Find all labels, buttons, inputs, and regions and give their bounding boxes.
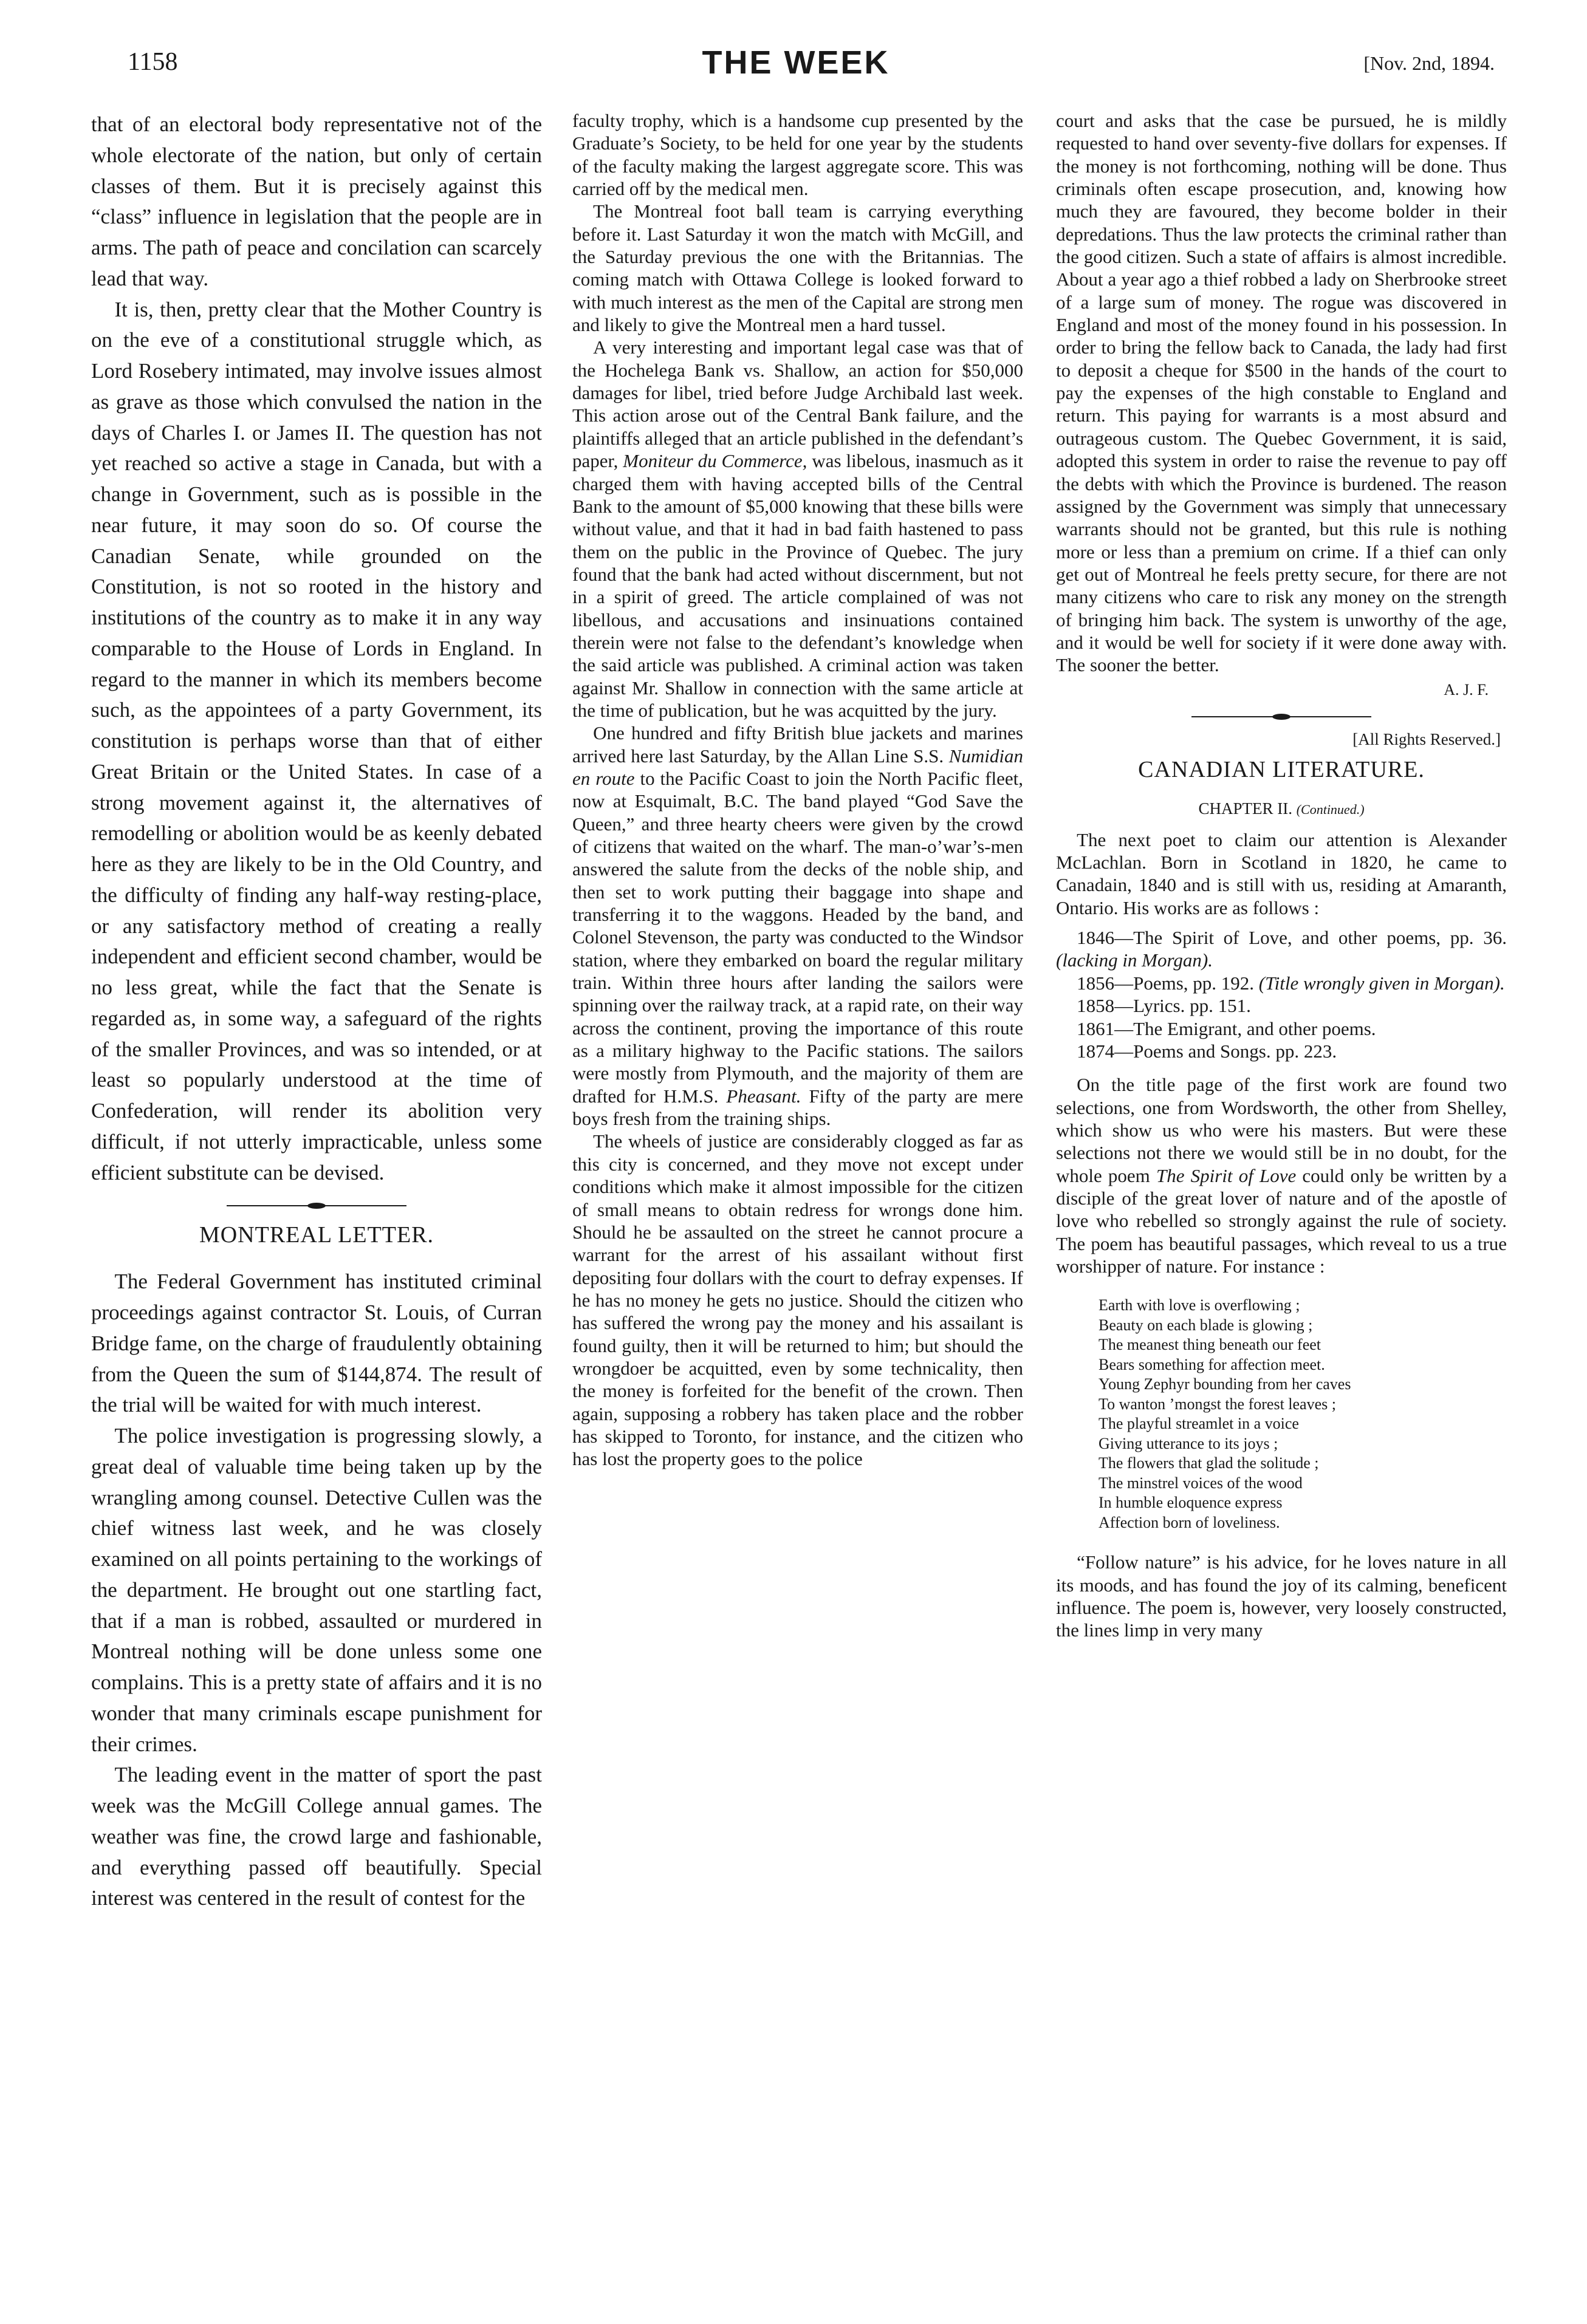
- work-entry: 1856—Poems, pp. 192.: [1077, 972, 1255, 994]
- poem-line: Young Zephyr bounding from her caves: [1099, 1375, 1351, 1393]
- paragraph: The next poet to claim our attention is Alexander McLachlan. Born in Scotland in 1820, he came to Canadain, 1840 and is still with us, residing at Amaranth, Ontario. His works are as follows :: [1056, 829, 1507, 918]
- section-heading-montreal-letter: MONTREAL LETTER.: [199, 1222, 434, 1248]
- paragraph: The Montreal foot ball team is carrying everything before it. Last Saturday it won the match with McGill, and the Saturday previous the one with the Britannias. The coming match with Ottawa College is looked forward to with much interest as the men of the Capital are strong men and likely to give the Montreal men a hard tussel.: [572, 200, 1023, 336]
- section-heading-canadian-literature: CANADIAN LITERATURE.: [1138, 757, 1425, 783]
- work-note: (Title wrongly given in Morgan).: [1258, 972, 1505, 994]
- paragraph: The police investigation is progressing slowly, a great deal of valuable time being taken up by the wrangling among counsel. Detective Cullen was the chief witness last week, and he was closely examined on all points pertaining to the workings of the department. He brought out one startling fact, that if a man is robbed, assaulted or murdered in Montreal nothing will be done unless some one complains. This is a pretty state of affairs and it is no wonder that many criminals escape punishment for their crimes.: [91, 1424, 542, 1756]
- poem-line: Giving utterance to its joys ;: [1099, 1434, 1278, 1452]
- text-run: On the title page of the first work are found two selections, one from Wordsworth, the other from Shelley, which show us who were his masters. But were these selections not there we would still be in no doubt, for the whole poem: [1056, 1074, 1507, 1186]
- paragraph: It is, then, pretty clear that the Mother Country is on the eve of a constitutional struggle which, as Lord Rosebery intimated, may involve issues almost as grave as those which convulsed the nation in the days of Charles I. or James II. The question has not yet reached so active a stage in Canada, but with a change in Government, such as is possible in the near future, it may soon do so. Of course the Canadian Senate, while grounded on the Constitution, is not so rooted in the history and institutions of the country as to make it in any way comparable to the House of Lords in England. In regard to the manner in which its members become such, as the appointees of a party Government, its constitution is perhaps worse than that of either Great Britain or the United States. In case of a strong movement against it, the alternatives of remodelling or abolition would be as keenly debated here as they are likely to be in the Old Country, and the difficulty of finding any half-way resting-place, or any satisfactory method of creating a really independent and efficient second chamber, would be no less great, while the fact that the Senate is regarded as, in some way, a safeguard of the rights of the smaller Provinces, and was so intended, or at least so popularly understood at the time of Confederation, will render its abolition very difficult, if not utterly impracticable, unless some efficient substitute can be devised.: [91, 297, 542, 1184]
- text-run: was libelous, inasmuch as it charged them with having accepted bills of the Central Bank to the amount of $5,000 knowing that these bills were without value, and that it had in bad faith hastened to pass them on the public in the Province of Quebec. The jury found that the bank had acted without discernment, but not in a spirit of greed. The article complained of was not libellous, and accusations and insinuations contained therein were not false to the defendant’s knowledge when the said article was published. A criminal action was taken against Mr. Shallow in connection with the same article at the time of publication, but he was acquitted by the jury.: [572, 450, 1024, 721]
- work-note: (lacking in Morgan).: [1056, 949, 1213, 971]
- poem-line: Affection born of loveliness.: [1099, 1513, 1280, 1531]
- text-run: could only be written by a disciple of the great lover of nature and of the apostle of love who rebelled so strongly against the rule of society. The poem has beautiful passages, which reveal to us a true worshipper of nature. For instance :: [1056, 1164, 1507, 1277]
- ship-name: Numidian en route: [572, 745, 1023, 789]
- poem-title: The Spirit of Love: [1156, 1164, 1297, 1186]
- poem-line: The minstrel voices of the wood: [1099, 1474, 1303, 1492]
- poem-line: Beauty on each blade is glowing ;: [1099, 1316, 1313, 1334]
- column-3: [1056, 109, 1507, 1642]
- journal-title: THE WEEK: [702, 44, 890, 81]
- poem-line: To wanton ’mongst the forest leaves ;: [1099, 1395, 1336, 1413]
- list-item: 1861—The Emigrant, and other poems.: [1077, 1017, 1376, 1039]
- newspaper-title: Moniteur du Commerce,: [623, 450, 807, 472]
- author-signature: A. J. F.: [1444, 680, 1489, 699]
- list-item: 1858—Lyrics. pp. 151.: [1077, 995, 1251, 1017]
- list-item: 1874—Poems and Songs. pp. 223.: [1077, 1040, 1337, 1062]
- ship-name: Pheasant.: [726, 1085, 801, 1107]
- column-1: [91, 109, 542, 1914]
- page-header: [97, 44, 1495, 84]
- column-2: [572, 109, 1023, 1471]
- paragraph: The leading event in the matter of sport the past week was the McGill College annual games. The weather was fine, the crowd large and fashionable, and everything passed off beautifully. Special interest was centered in the result of contest for the: [91, 1763, 542, 1910]
- rights-notice: [All Rights Reserved.]: [1352, 730, 1501, 748]
- section-divider: [227, 1205, 407, 1206]
- paragraph: [572, 336, 1023, 722]
- chapter-heading: [1056, 799, 1507, 819]
- list-item: [1056, 926, 1507, 972]
- page-number: 1158: [128, 48, 178, 76]
- paragraph: faculty trophy, which is a handsome cup presented by the Graduate’s Society, to be held for one year by the students of the faculty making the largest aggregate score. This was carried off by the medical men.: [572, 110, 1023, 200]
- chapter-label: CHAPTER II.: [1198, 799, 1292, 818]
- paragraph: [1056, 1073, 1507, 1277]
- paragraph: The Federal Government has instituted criminal proceedings against contractor St. Louis, of Curran Bridge fame, on the charge of fraudulently obtaining from the Queen the sum of $144,874. The result of the trial will be waited for with much interest.: [91, 1270, 542, 1417]
- poem-line: Bears something for affection meet.: [1099, 1355, 1325, 1373]
- paragraph: The wheels of justice are considerably clogged as far as this city is concerned, and they move not except under conditions which make it almost impossible for the citizen of small means to obtain redress for wrongs done him. Should he be assaulted on the street he cannot procure a warrant for the arrest of his assailant without first depositing four dollars with the court to defray expenses. If he has no money he gets no justice. Should the citizen who has suffered the wrong pay the money and his assailant is found guilty, then it will be returned to him; but should the wrongdoer be acquitted, even by some technicality, then the money is forfeited for the benefit of the crown. Then again, supposing a robbery has taken place and the robber has skipped to Toronto, for instance, and the citizen who has lost the property goes to the police: [572, 1130, 1023, 1470]
- issue-date: [Nov. 2nd, 1894.: [1363, 52, 1495, 74]
- paragraph: that of an electoral body representative not of the whole electorate of the nation, but only of certain classes of them. But it is precisely against this “class” influence in legislation that the people are in arms. The path of peace and concilation can scarcely lead that way.: [91, 112, 542, 290]
- works-list: [1056, 926, 1507, 1062]
- poem-line: Earth with love is overflowing ;: [1099, 1296, 1300, 1314]
- poem-line: In humble eloquence express: [1099, 1494, 1283, 1512]
- chapter-continued: (Continued.): [1296, 802, 1365, 818]
- poem-line: The playful streamlet in a voice: [1099, 1415, 1299, 1433]
- poem-line: The flowers that glad the solitude ;: [1099, 1454, 1319, 1472]
- poem-line: The meanest thing beneath our feet: [1099, 1336, 1321, 1354]
- section-divider: [1191, 716, 1372, 717]
- text-run: One hundred and fifty British blue jackets and marines arrived here last Saturday, by the Allan Line S.S.: [572, 722, 1023, 767]
- poem-quotation: [1099, 1296, 1507, 1533]
- paragraph: court and asks that the case be pursued, he is mildly requested to hand over seventy-five dollars for expenses. If the money is not forthcoming, nothing will be done. Thus criminals often escape prosecution, and, knowing how much they are favoured, they become bolder in their depredations. Thus the law protects the criminal rather than the good citizen. Such a state of affairs is almost incredible. About a year ago a thief robbed a lady on Sherbrooke street of a large sum of money. The rogue was discovered in England and most of the money found in his possession. In order to bring the fellow back to Canada, the lady had first to deposit a cheque for $500 in the hands of the court to pay the expenses of the high constable to England and return. This paying for warrants is a most absurd and outrageous custom. The Quebec Government, it is said, adopted this system in order to raise the revenue to pay off the debts with which the Province is burdened. The reason assigned by the Government was simply that unnecessary warrants should not be granted, but this rule is nothing more or less than a premium on crime. If a thief can only get out of Montreal he feels pretty secure, for there are not many citizens who care to risk any money on the strength of bringing him back. The system is unworthy of the age, and it would be well for society if it were done away with. The sooner the better.: [1056, 110, 1507, 676]
- list-item: [1056, 972, 1507, 994]
- text-run: Fifty of the party are mere boys fresh from the training ships.: [572, 1085, 1024, 1130]
- text-run: to the Pacific Coast to join the North Pacific fleet, now at Esquimalt, B.C. The band played “God Save the Queen,” and three hearty cheers were given by the crowd of citizens that waited on the wharf. The man-o’war’s-men answered the salute from the decks of the noble ship, and then set to work putting their baggage into shape and transferring it to the waggons. Headed by the band, and Colonel Stevenson, the party was conducted to the Windsor station, where they embarked on board the regular military train. Within three hours after landing the sailors were spinning over the railway track, at a rapid rate, on their way across the continent, proving the importance of this route as a military highway to the Pacific stations. The sailors were mostly from Plymouth, and the majority of them are drafted for H.M.S.: [572, 767, 1024, 1107]
- work-entry: 1846—The Spirit of Love, and other poems, pp. 36.: [1077, 927, 1507, 949]
- paragraph: [572, 722, 1023, 1130]
- paragraph: “Follow nature” is his advice, for he loves nature in all its moods, and has found the joy of its calming, beneficent influence. The poem is, however, very loosely constructed, the lines limp in very many: [1056, 1551, 1507, 1641]
- text-run: A very interesting and important legal case was that of the Hochelega Bank vs. Shallow, an action for $50,000 damages for libel, tried before Judge Archibald last week. This action arose out of the Central Bank failure, and the plaintiffs alleged that an article published in the defendant’s paper,: [572, 337, 1023, 472]
